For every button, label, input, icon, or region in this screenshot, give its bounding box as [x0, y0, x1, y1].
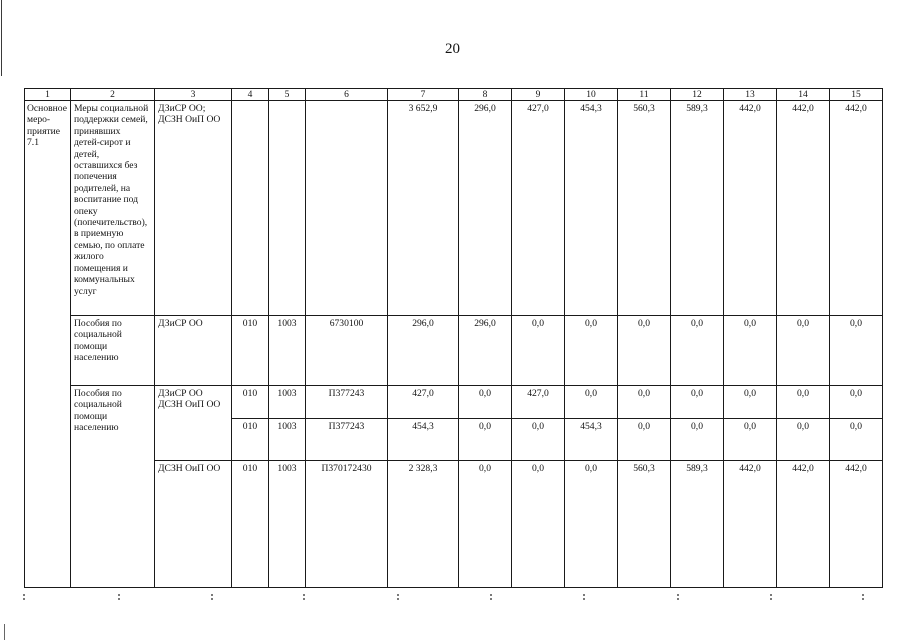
value-cell: 0,0: [724, 316, 777, 386]
value-cell: 0,0: [512, 419, 565, 461]
code-cell: 010: [232, 419, 269, 461]
value-cell: 442,0: [777, 101, 830, 316]
column-header: 4: [232, 89, 269, 101]
code-cell: 1003: [269, 419, 306, 461]
responsible-cell: ДСЗН ОиП ОО: [155, 461, 232, 588]
code-cell: П377243: [306, 419, 388, 461]
column-header: 12: [671, 89, 724, 101]
code-cell: 6730100: [306, 316, 388, 386]
code-cell: 1003: [269, 461, 306, 588]
responsible-cell: ДЗиСР ОО: [155, 316, 232, 386]
column-header: 7: [388, 89, 459, 101]
code-cell: 010: [232, 386, 269, 419]
value-cell: 0,0: [459, 386, 512, 419]
column-header: 14: [777, 89, 830, 101]
scan-mark: [397, 594, 399, 596]
column-header: 10: [565, 89, 618, 101]
value-cell: 560,3: [618, 101, 671, 316]
value-cell: 0,0: [830, 386, 883, 419]
value-cell: 427,0: [388, 386, 459, 419]
value-cell: 0,0: [459, 461, 512, 588]
measure-cell: Меры социальной поддержки семей, принявших детей-сирот и детей, оставшихся без попечения родителей, на воспитание под опеку (попечительство), в приемную семью, по оплате жилого помещения и коммунальных услуг: [71, 101, 155, 316]
column-header: 15: [830, 89, 883, 101]
scan-mark: [211, 594, 213, 596]
value-cell: 0,0: [565, 386, 618, 419]
value-cell: 0,0: [724, 386, 777, 419]
measure-cell: Пособия по социальной помощи населению: [71, 316, 155, 386]
program-table: [24, 88, 883, 588]
empty-cell: [232, 101, 269, 316]
value-cell: 2 328,3: [388, 461, 459, 588]
value-cell: 442,0: [724, 461, 777, 588]
responsible-cell: ДЗиСР ОО; ДСЗН ОиП ОО: [155, 101, 232, 316]
scan-mark: [677, 594, 679, 596]
scan-mark: [490, 594, 492, 596]
value-cell: 0,0: [618, 386, 671, 419]
value-cell: 0,0: [565, 316, 618, 386]
value-cell: 0,0: [671, 419, 724, 461]
value-cell: 454,3: [388, 419, 459, 461]
scan-mark: [303, 594, 305, 596]
scan-edge-line: [1, 0, 2, 76]
value-cell: 589,3: [671, 101, 724, 316]
column-header: 5: [269, 89, 306, 101]
scan-mark: [118, 594, 120, 596]
value-cell: 427,0: [512, 101, 565, 316]
responsible-cell: ДЗиСР ОО ДСЗН ОиП ОО: [155, 386, 232, 461]
scan-edge-line: [4, 624, 5, 640]
header-row: [25, 89, 883, 101]
code-cell: 1003: [269, 316, 306, 386]
main-event-cell: Основное меро- приятие 7.1: [25, 101, 71, 588]
column-header: 13: [724, 89, 777, 101]
value-cell: 560,3: [618, 461, 671, 588]
code-cell: П377243: [306, 386, 388, 419]
value-cell: 454,3: [565, 101, 618, 316]
column-header: 8: [459, 89, 512, 101]
value-cell: 0,0: [512, 461, 565, 588]
value-cell: 296,0: [459, 101, 512, 316]
value-cell: 442,0: [830, 101, 883, 316]
value-cell: 0,0: [565, 461, 618, 588]
value-cell: 442,0: [830, 461, 883, 588]
column-header: 6: [306, 89, 388, 101]
value-cell: 296,0: [388, 316, 459, 386]
value-cell: 296,0: [459, 316, 512, 386]
measure-cell: Пособия по социальной помощи населению: [71, 386, 155, 588]
value-cell: 0,0: [777, 316, 830, 386]
value-cell: 0,0: [671, 386, 724, 419]
column-header: 9: [512, 89, 565, 101]
value-cell: 0,0: [830, 419, 883, 461]
code-cell: П370172430: [306, 461, 388, 588]
scan-mark: [770, 594, 772, 596]
empty-cell: [269, 101, 306, 316]
table-row: [25, 316, 883, 386]
value-cell: 0,0: [777, 419, 830, 461]
empty-cell: [306, 101, 388, 316]
column-header: 3: [155, 89, 232, 101]
value-cell: 0,0: [777, 386, 830, 419]
value-cell: 0,0: [618, 316, 671, 386]
value-cell: 3 652,9: [388, 101, 459, 316]
table-row: [25, 386, 883, 419]
value-cell: 589,3: [671, 461, 724, 588]
value-cell: 454,3: [565, 419, 618, 461]
page-number: 20: [445, 41, 460, 57]
value-cell: 0,0: [618, 419, 671, 461]
value-cell: 0,0: [724, 419, 777, 461]
value-cell: 0,0: [512, 316, 565, 386]
value-cell: 0,0: [830, 316, 883, 386]
scan-mark: [862, 594, 864, 596]
table-row: [25, 101, 883, 316]
column-header: 2: [71, 89, 155, 101]
value-cell: 427,0: [512, 386, 565, 419]
scan-mark: [23, 594, 25, 596]
code-cell: 010: [232, 461, 269, 588]
value-cell: 0,0: [671, 316, 724, 386]
value-cell: 442,0: [777, 461, 830, 588]
value-cell: 0,0: [459, 419, 512, 461]
column-header: 1: [25, 89, 71, 101]
value-cell: 442,0: [724, 101, 777, 316]
code-cell: 010: [232, 316, 269, 386]
code-cell: 1003: [269, 386, 306, 419]
scan-mark: [583, 594, 585, 596]
column-header: 11: [618, 89, 671, 101]
